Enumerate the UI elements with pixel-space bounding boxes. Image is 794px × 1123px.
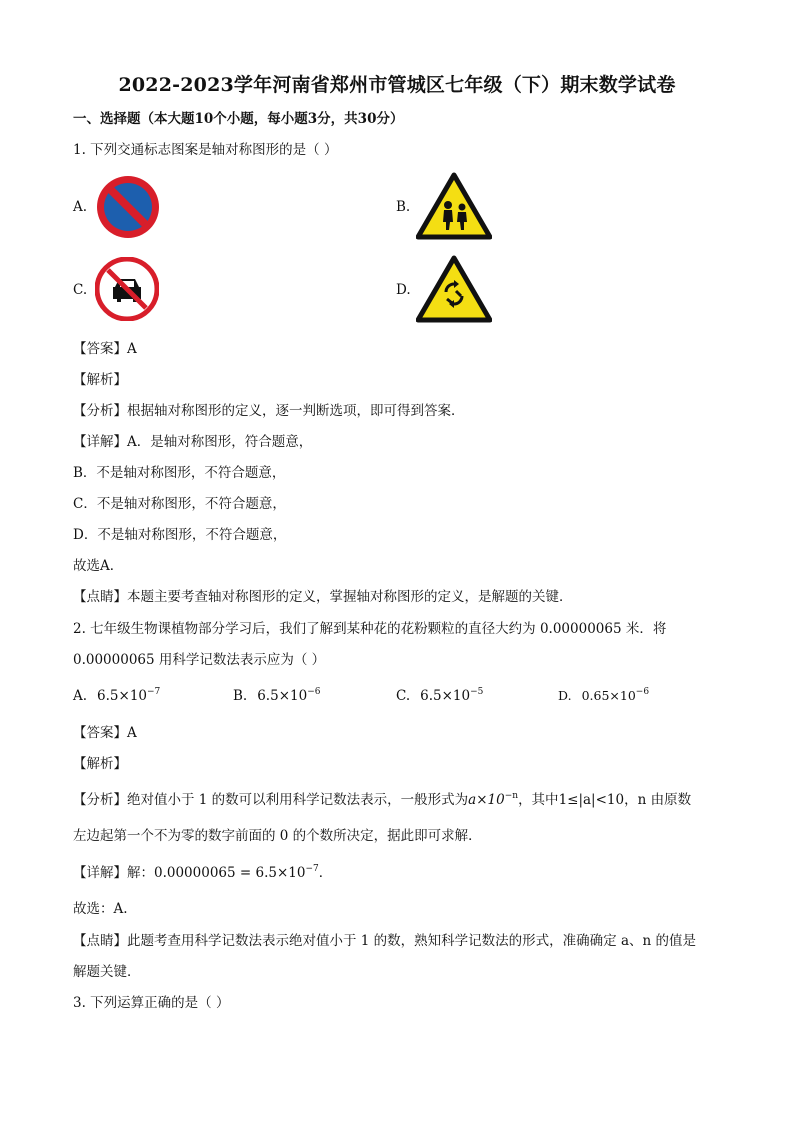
section-heading: 一、选择题（本大题10个小题，每小题3分，共30分） <box>73 111 404 127</box>
q2-option-b <box>233 688 320 704</box>
q2-conclusion: 故选：A. <box>73 901 128 917</box>
q1-conclusion: 故选A． <box>73 558 124 574</box>
q2-stem-line1: 2. 七年级生物课植物部分学习后，我们了解到某种花的花粉颗粒的直径大约为 0.00000065 米．将 <box>73 621 667 637</box>
q2-analysis-pre: 【分析】绝对值小于 1 的数可以利用科学记数法表示，一般形式为 <box>73 792 469 808</box>
roundabout-warning-sign-icon <box>416 255 492 323</box>
q1-answer: 【答案】A <box>73 341 137 357</box>
q1-option-b-label: B. <box>396 199 411 215</box>
q1-detail: 【详解】A．是轴对称图形，符合题意， <box>73 434 313 450</box>
q2-option-d <box>558 688 649 703</box>
q2-option-c <box>396 688 483 704</box>
q2-analysis-line1 <box>73 791 691 809</box>
q2-option-a-exp: −7 <box>147 687 161 697</box>
q1-analysis-heading: 【解析】 <box>73 372 127 388</box>
q1-detail-b: B．不是轴对称图形，不符合题意， <box>73 465 286 481</box>
q2-answer: 【答案】A <box>73 725 137 741</box>
q2-detail <box>73 864 332 882</box>
q2-analysis-mid: ，其中 <box>518 792 559 808</box>
q2-analysis-heading: 【解析】 <box>73 756 127 772</box>
q2-option-a-label: A. <box>73 688 88 704</box>
q2-stem-line2: 0.00000065 用科学记数法表示应为（ ） <box>73 652 326 668</box>
q2-option-a <box>73 688 160 704</box>
q2-comment-line2: 解题关键． <box>73 964 141 980</box>
q1-analysis: 【分析】根据轴对称图形的定义，逐一判断选项，即可得到答案． <box>73 403 465 419</box>
q2-option-b-label: B. <box>233 688 248 704</box>
q2-option-c-base: 6.5×10 <box>420 688 471 704</box>
page-title: 2022-2023学年河南省郑州市管城区七年级（下）期末数学试卷 <box>118 74 676 96</box>
q1-stem: 1. 下列交通标志图案是轴对称图形的是（ ） <box>73 142 338 158</box>
q2-detail-exp: −7 <box>305 864 319 874</box>
q1-detail-d: D．不是轴对称图形，不符合题意， <box>73 527 287 543</box>
q2-option-d-base: 0.65×10 <box>581 688 636 703</box>
q2-detail-pre: 【详解】解： <box>73 865 154 881</box>
q3-stem: 3. 下列运算正确的是（ ） <box>73 995 230 1011</box>
children-crossing-sign-icon <box>416 172 492 240</box>
no-overtaking-sign-icon <box>95 257 159 321</box>
q2-option-d-exp: −6 <box>635 687 650 697</box>
q2-option-c-label: C. <box>396 688 411 704</box>
q2-option-c-exp: −5 <box>470 687 484 697</box>
q2-comment-line1: 【点睛】此题考查用科学记数法表示绝对值小于 1 的数，熟知科学记数法的形式，准确确定 a、n 的值是 <box>73 933 696 949</box>
q1-option-d-label: D. <box>396 282 411 298</box>
q1-comment: 【点睛】本题主要考查轴对称图形的定义，掌握轴对称图形的定义，是解题的关键． <box>73 589 573 605</box>
q2-option-b-exp: −6 <box>307 687 321 697</box>
q2-analysis-range: 1≤|a|<10 <box>558 792 625 808</box>
q2-analysis-formula-exp: −n <box>504 791 519 801</box>
q2-analysis-post: ，n 由原数 <box>624 792 692 808</box>
q1-detail-c: C．不是轴对称图形，不符合题意， <box>73 496 286 512</box>
q2-detail-equation: 0.00000065 = 6.5×10 <box>154 865 306 881</box>
q2-analysis-line2: 左边起第一个不为零的数字前面的 0 的个数所决定，据此即可求解． <box>73 828 482 844</box>
q2-detail-end: ． <box>318 865 333 881</box>
no-parking-sign-icon <box>95 174 161 240</box>
q2-option-d-label: D. <box>558 688 572 703</box>
q2-option-a-base: 6.5×10 <box>97 688 148 704</box>
q2-option-b-base: 6.5×10 <box>257 688 308 704</box>
q2-analysis-formula: a×10 <box>468 792 505 808</box>
q1-option-a-label: A. <box>73 199 88 215</box>
q1-option-c-label: C. <box>73 282 88 298</box>
